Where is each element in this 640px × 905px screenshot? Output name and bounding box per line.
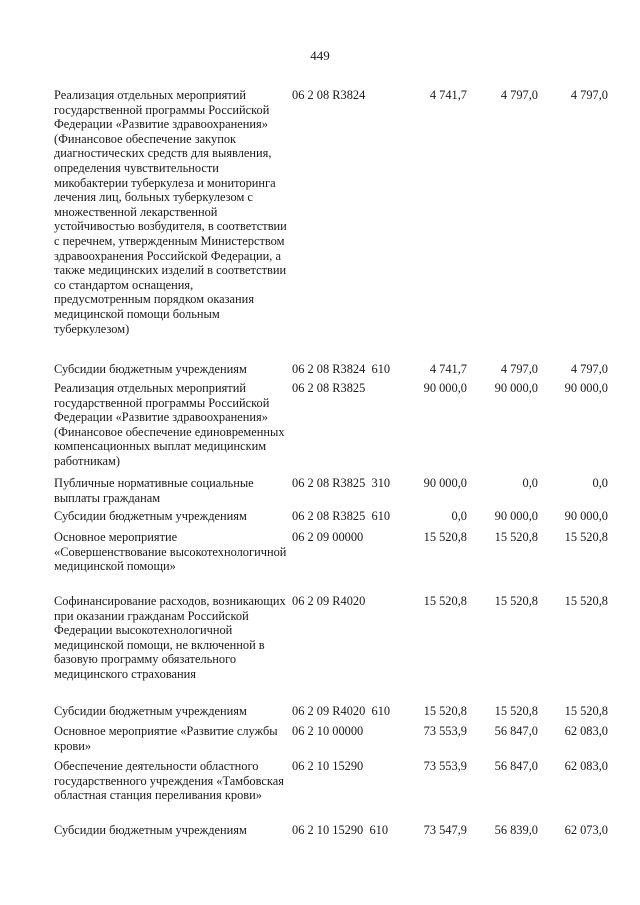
- row-value-3: 62 073,0: [564, 823, 608, 837]
- row-value-1: 90 000,0: [423, 381, 467, 395]
- row-value-1: 15 520,8: [423, 704, 467, 718]
- row-code: 06 2 10 15290 610: [292, 823, 389, 837]
- row-name: Реализация отдельных мероприятий государственной программы Российской Федерации «Развитие здравоохранения» (Финансовое обеспечение единовременных компенсационных выплат медицинским работникам): [54, 381, 285, 468]
- row-code: 06 2 08 R3824 610: [292, 362, 391, 376]
- row-value-2: 56 839,0: [494, 823, 538, 837]
- row-value-3: 15 520,8: [564, 530, 608, 544]
- row-value-1: 4 741,7: [429, 88, 467, 102]
- row-value-2: 0,0: [522, 476, 538, 490]
- row-name: Субсидии бюджетным учреждениям: [54, 362, 247, 376]
- row-value-1: 73 547,9: [423, 823, 467, 837]
- row-value-2: 15 520,8: [494, 594, 538, 608]
- row-value-1: 15 520,8: [423, 594, 467, 608]
- row-value-2: 4 797,0: [500, 88, 538, 102]
- row-name: Публичные нормативные социальные выплаты гражданам: [54, 476, 254, 505]
- row-value-3: 4 797,0: [570, 88, 608, 102]
- row-code: 06 2 10 15290: [292, 759, 364, 773]
- row-code: 06 2 08 R3825: [292, 381, 366, 395]
- row-value-3: 15 520,8: [564, 704, 608, 718]
- row-value-3: 4 797,0: [570, 362, 608, 376]
- row-name: Обеспечение деятельности областного государственного учреждения «Тамбовская областная станция переливания крови»: [54, 759, 284, 803]
- row-value-2: 90 000,0: [494, 381, 538, 395]
- row-value-3: 90 000,0: [564, 381, 608, 395]
- row-value-2: 56 847,0: [494, 724, 538, 738]
- row-value-2: 56 847,0: [494, 759, 538, 773]
- row-value-2: 4 797,0: [500, 362, 538, 376]
- row-value-2: 15 520,8: [494, 530, 538, 544]
- row-value-1: 4 741,7: [429, 362, 467, 376]
- row-name: Субсидии бюджетным учреждениям: [54, 823, 247, 837]
- row-code: 06 2 09 00000: [292, 530, 364, 544]
- row-name: Софинансирование расходов, возникающих при оказании гражданам Российской Федерации высокотехнологичной медицинской помощи, не включенной в базовую программу обязательного медицинского страхования: [54, 594, 286, 681]
- row-name: Основное мероприятие «Совершенствование высокотехнологичной медицинской помощи»: [54, 530, 287, 574]
- row-value-3: 62 083,0: [564, 759, 608, 773]
- row-value-3: 62 083,0: [564, 724, 608, 738]
- row-name: Субсидии бюджетным учреждениям: [54, 704, 247, 718]
- row-value-3: 15 520,8: [564, 594, 608, 608]
- row-value-1: 73 553,9: [423, 759, 467, 773]
- row-code: 06 2 09 R4020: [292, 594, 366, 608]
- row-value-2: 15 520,8: [494, 704, 538, 718]
- row-code: 06 2 08 R3825 310: [292, 476, 391, 490]
- row-value-1: 0,0: [451, 509, 467, 523]
- page-number: 449: [310, 48, 330, 63]
- row-code: 06 2 08 R3824: [292, 88, 366, 102]
- row-value-2: 90 000,0: [494, 509, 538, 523]
- row-value-3: 90 000,0: [564, 509, 608, 523]
- row-name: Реализация отдельных мероприятий государственной программы Российской Федерации «Развитие здравоохранения» (Финансовое обеспечение закупок диагностических средств для выявления, определения чувствительности микобактерии туберкулеза и мониторинга лечения лиц, больных туберкулезом с множественной лекарственной устойчивостью возбудителя, в соответствии с перечнем, утвержденным Министерством здравоохранения Российской Федерации, а также медицинских изделий в соответствии со стандартом оснащения, предусмотренным порядком оказания медицинской помощи больным туберкулезом): [54, 88, 287, 336]
- row-name: Субсидии бюджетным учреждениям: [54, 509, 247, 523]
- row-value-3: 0,0: [592, 476, 608, 490]
- row-name: Основное мероприятие «Развитие службы крови»: [54, 724, 278, 753]
- row-value-1: 73 553,9: [423, 724, 467, 738]
- row-code: 06 2 10 00000: [292, 724, 364, 738]
- row-value-1: 15 520,8: [423, 530, 467, 544]
- row-value-1: 90 000,0: [423, 476, 467, 490]
- row-code: 06 2 09 R4020 610: [292, 704, 391, 718]
- row-code: 06 2 08 R3825 610: [292, 509, 391, 523]
